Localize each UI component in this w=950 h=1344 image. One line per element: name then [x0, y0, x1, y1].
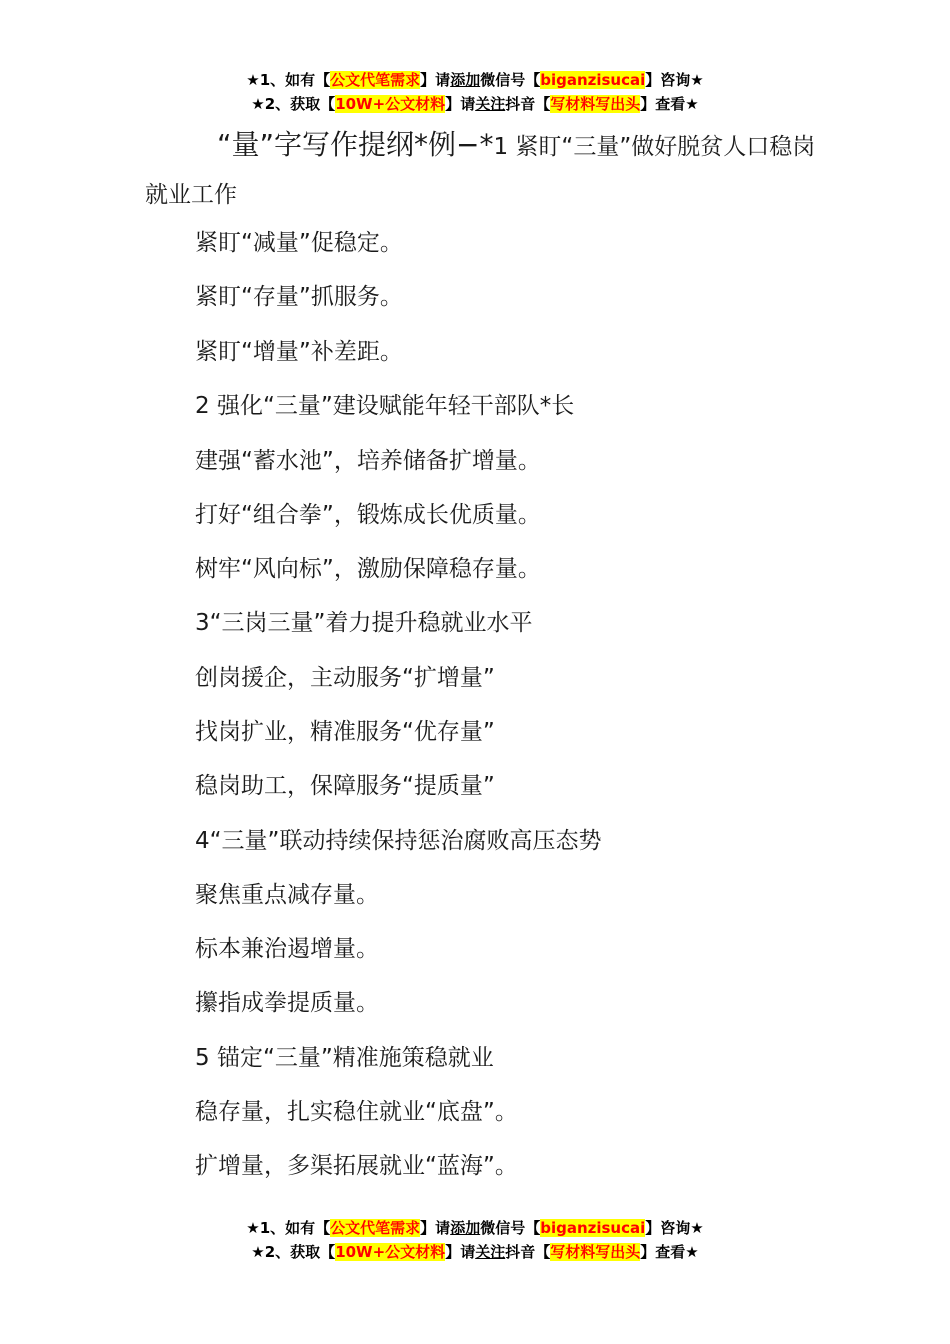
title-first-heading: 1 紧盯“三量”做好脱贫人口稳岗就业工作: [145, 134, 816, 208]
body-line: 稳存量，扎实稳住就业“底盘”。: [195, 1099, 518, 1125]
document-title: [145, 122, 825, 218]
banner-text: ★2、获取【: [251, 95, 336, 113]
section-heading: 3“三岗三量”着力提升稳就业水平: [195, 610, 533, 636]
banner-text: 抖音【: [505, 1243, 551, 1261]
section-heading: 5 锚定“三量”精准施策稳就业: [195, 1045, 494, 1071]
banner-line-2: [0, 92, 950, 116]
banner-highlight: 写材料写出头: [550, 95, 641, 113]
banner-underlined-text: 添加: [450, 1219, 481, 1237]
body-line: 标本兼治遏增量。: [195, 936, 379, 962]
section-heading: 4“三量”联动持续保持惩治腐败高压态势: [195, 828, 602, 854]
banner-highlight: 10W+公文材料: [335, 1243, 446, 1261]
banner-text: 抖音【: [505, 95, 551, 113]
banner-text: 】请: [420, 1219, 451, 1237]
banner-highlight: 公文代笔需求: [330, 71, 421, 89]
title-main: “量”字写作提纲*例−*: [217, 128, 494, 161]
banner-underlined-text: 添加: [450, 71, 481, 89]
banner-highlight: biganzisucai: [540, 1219, 646, 1237]
banner-text: 】咨询★: [645, 1219, 704, 1237]
banner-text: 微信号【: [480, 71, 541, 89]
banner-text: ★1、如有【: [246, 71, 331, 89]
banner-highlight: 公文代笔需求: [330, 1219, 421, 1237]
banner-text: 微信号【: [480, 1219, 541, 1237]
banner-line-2: [0, 1240, 950, 1264]
body-line: 紧盯“存量”抓服务。: [195, 284, 403, 310]
body-line: 攥指成拳提质量。: [195, 990, 379, 1016]
banner-text: 】请: [445, 95, 476, 113]
body-line: 扩增量，多渠拓展就业“蓝海”。: [195, 1153, 518, 1179]
banner-text: 】查看★: [640, 1243, 699, 1261]
body-line: 紧盯“增量”补差距。: [195, 339, 403, 365]
banner-underlined-text: 关注: [475, 1243, 506, 1261]
body-line: 紧盯“减量”促稳定。: [195, 230, 403, 256]
banner-highlight: 10W+公文材料: [335, 95, 446, 113]
banner-highlight: biganzisucai: [540, 71, 646, 89]
header-banner: [0, 68, 950, 116]
body-line: 树牢“风向标”，激励保障稳存量。: [195, 556, 541, 582]
banner-line-1: [0, 68, 950, 92]
banner-line-1: [0, 1216, 950, 1240]
footer-banner: [0, 1216, 950, 1264]
section-heading: 2 强化“三量”建设赋能年轻干部队*长: [195, 393, 575, 419]
body-line: 打好“组合拳”，锻炼成长优质量。: [195, 502, 541, 528]
banner-text: ★1、如有【: [246, 1219, 331, 1237]
body-line: 稳岗助工，保障服务“提质量”: [195, 773, 495, 799]
body-line: 建强“蓄水池”，培养储备扩增量。: [195, 448, 541, 474]
banner-highlight: 写材料写出头: [550, 1243, 641, 1261]
banner-text: ★2、获取【: [251, 1243, 336, 1261]
banner-text: 】查看★: [640, 95, 699, 113]
body-line: 创岗援企，主动服务“扩增量”: [195, 665, 495, 691]
banner-text: 】请: [445, 1243, 476, 1261]
banner-text: 】咨询★: [645, 71, 704, 89]
banner-text: 】请: [420, 71, 451, 89]
body-line: 聚焦重点减存量。: [195, 882, 379, 908]
banner-underlined-text: 关注: [475, 95, 506, 113]
body-line: 找岗扩业，精准服务“优存量”: [195, 719, 495, 745]
